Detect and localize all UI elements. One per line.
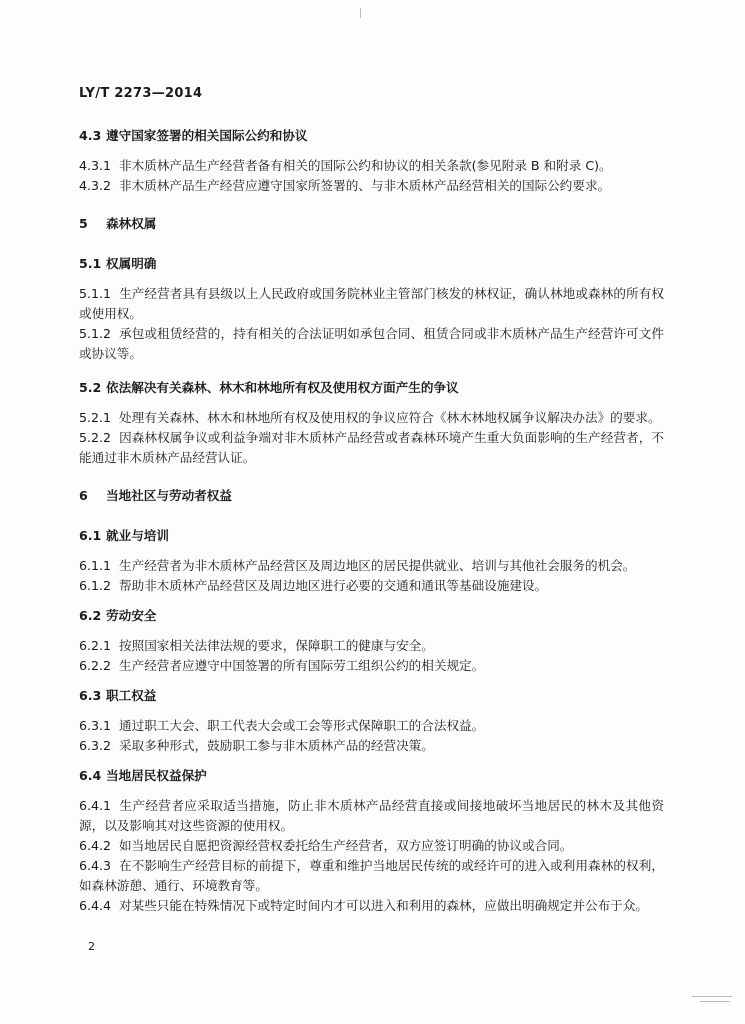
section-title: 当地社区与劳动者权益 [106, 488, 232, 503]
clause-text: 非木质林产品生产经营应遵守国家所签署的、与非木质林产品经营相关的国际公约要求。 [119, 178, 611, 193]
clause-title: 依法解决有关森林、林木和林地所有权及使用权方面产生的争议 [106, 380, 459, 395]
clause-number: 6.2.2 [79, 658, 112, 673]
clause-paragraph [79, 284, 664, 324]
clause-number: 6.4.1 [79, 798, 112, 813]
clause-number: 6.4.2 [79, 838, 112, 853]
clause-number: 6.4 [79, 768, 102, 783]
clause-number: 5.2.2 [79, 430, 112, 445]
clause-paragraph [79, 896, 664, 916]
clause-number: 5.2 [79, 380, 102, 395]
clause-text: 采取多种形式，鼓励职工参与非木质林产品的经营决策。 [119, 738, 434, 753]
clause-text: 在不影响生产经营目标的前提下，尊重和维护当地居民传统的或经许可的进入或利用森林的权利，如森林游憩、通行、环境教育等。 [79, 858, 664, 893]
clause-paragraph [79, 408, 664, 428]
clause-heading [79, 526, 664, 546]
clause-text: 按照国家相关法律法规的要求，保障职工的健康与安全。 [119, 638, 434, 653]
standard-code: LY/T 2273—2014 [79, 86, 203, 101]
clause-number: 4.3.1 [79, 158, 112, 173]
clause-paragraph [79, 576, 664, 596]
clause-text: 生产经营者应遵守中国签署的所有国际劳工组织公约的相关规定。 [119, 658, 485, 673]
scan-artifact-line [700, 1001, 730, 1002]
clause-text: 生产经营者应采取适当措施，防止非木质林产品经营直接或间接地破坏当地居民的林木及其他资源，以及影响其对这些资源的使用权。 [79, 798, 664, 833]
clause-number: 5.1 [79, 256, 102, 271]
clause-text: 因森林权属争议或利益争端对非木质林产品经营或者森林环境产生重大负面影响的生产经营者，不能通过非木质林产品经营认证。 [79, 430, 664, 465]
clause-number: 6.3.2 [79, 738, 112, 753]
clause-text: 对某些只能在特殊情况下或特定时间内才可以进入和利用的森林，应做出明确规定并公布于众。 [119, 898, 648, 913]
clause-paragraph [79, 324, 664, 364]
section-heading [79, 214, 664, 234]
clause-number: 6.3 [79, 688, 102, 703]
scan-artifact-line [692, 996, 732, 997]
clause-number: 5.1.2 [79, 326, 112, 341]
clause-paragraph [79, 176, 664, 196]
scan-artifact-line [360, 8, 361, 18]
section-title: 森林权属 [106, 216, 157, 231]
clause-number: 5.2.1 [79, 410, 112, 425]
clause-number: 6.2.1 [79, 638, 112, 653]
clause-number: 4.3.2 [79, 178, 112, 193]
clause-paragraph [79, 656, 664, 676]
clause-heading [79, 766, 664, 786]
document-body [79, 126, 664, 916]
clause-title: 遵守国家签署的相关国际公约和协议 [106, 128, 308, 143]
clause-text: 非木质林产品生产经营者备有相关的国际公约和协议的相关条款(参见附录 B 和附录 C)。 [119, 158, 612, 173]
section-number: 5 [79, 216, 88, 231]
clause-text: 通过职工大会、职工代表大会或工会等形式保障职工的合法权益。 [119, 718, 485, 733]
clause-title: 当地居民权益保护 [106, 768, 207, 783]
clause-title: 职工权益 [106, 688, 157, 703]
clause-number: 6.1 [79, 528, 102, 543]
clause-paragraph [79, 156, 664, 176]
clause-number: 5.1.1 [79, 286, 112, 301]
clause-text: 承包或租赁经营的，持有相关的合法证明如承包合同、租赁合同或非木质林产品生产经营许可文件或协议等。 [79, 326, 664, 361]
clause-paragraph [79, 856, 664, 896]
section-heading [79, 486, 664, 506]
clause-text: 生产经营者为非木质林产品经营区及周边地区的居民提供就业、培训与其他社会服务的机会。 [119, 558, 636, 573]
clause-paragraph [79, 428, 664, 468]
clause-paragraph [79, 736, 664, 756]
clause-number: 6.4.4 [79, 898, 112, 913]
clause-number: 6.4.3 [79, 858, 112, 873]
section-number: 6 [79, 488, 88, 503]
clause-number: 4.3 [79, 128, 102, 143]
clause-heading [79, 686, 664, 706]
clause-heading [79, 606, 664, 626]
clause-heading [79, 378, 664, 398]
clause-title: 劳动安全 [106, 608, 157, 623]
clause-text: 处理有关森林、林木和林地所有权及使用权的争议应符合《林木林地权属争议解决办法》的要求。 [119, 410, 661, 425]
clause-number: 6.1.2 [79, 578, 112, 593]
clause-paragraph [79, 556, 664, 576]
clause-number: 6.3.1 [79, 718, 112, 733]
clause-heading [79, 254, 664, 274]
clause-title: 就业与培训 [106, 528, 169, 543]
clause-title: 权属明确 [106, 256, 157, 271]
clause-number: 6.2 [79, 608, 102, 623]
clause-paragraph [79, 716, 664, 736]
clause-text: 生产经营者具有县级以上人民政府或国务院林业主管部门核发的林权证，确认林地或森林的所有权或使用权。 [79, 286, 664, 321]
clause-heading [79, 126, 664, 146]
clause-paragraph [79, 836, 664, 856]
page-number: 2 [88, 940, 95, 953]
clause-text: 帮助非木质林产品经营区及周边地区进行必要的交通和通讯等基础设施建设。 [119, 578, 548, 593]
clause-paragraph [79, 796, 664, 836]
clause-number: 6.1.1 [79, 558, 112, 573]
clause-paragraph [79, 636, 664, 656]
clause-text: 如当地居民自愿把资源经营权委托给生产经营者，双方应签订明确的协议或合同。 [119, 838, 573, 853]
